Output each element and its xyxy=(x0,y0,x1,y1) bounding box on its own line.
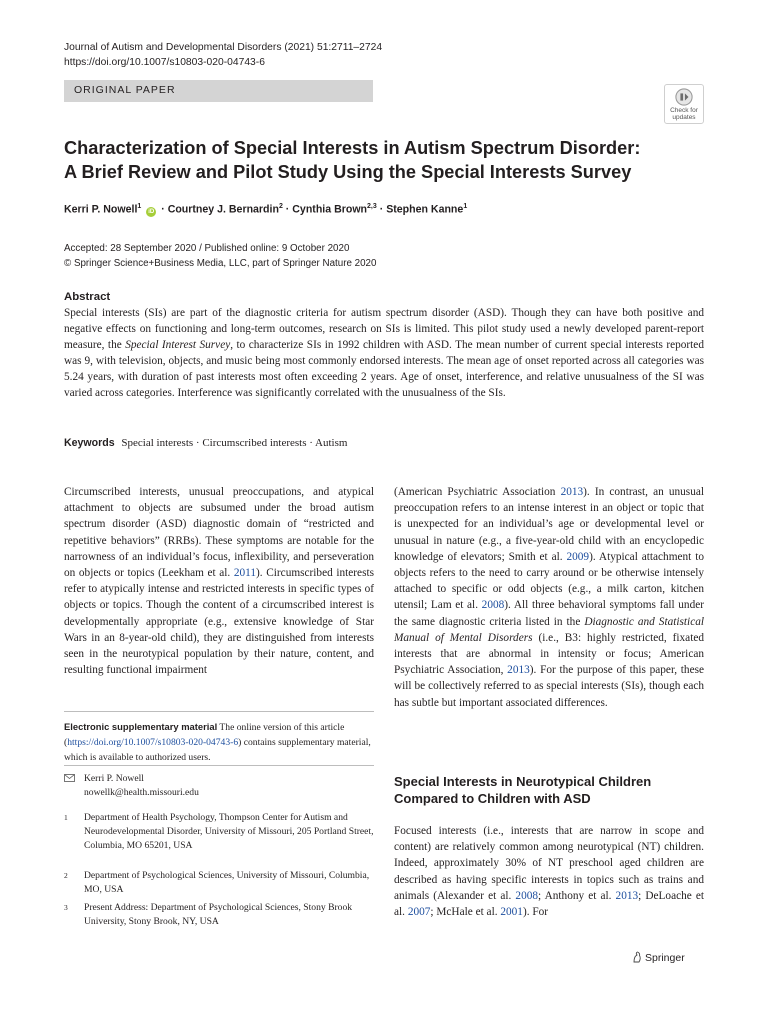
citation-link[interactable]: 2011 xyxy=(233,567,257,580)
section-paragraph xyxy=(394,823,704,920)
abstract-italic: Special Interest Survey xyxy=(125,339,231,352)
corresponding-author: Kerri P. Nowell xyxy=(84,773,144,784)
correspondence-note xyxy=(64,772,374,800)
paper-type-banner: ORIGINAL PAPER xyxy=(64,80,373,102)
citation-link[interactable]: 2013 xyxy=(507,664,530,677)
body-text: ; DeLoache et al. xyxy=(394,889,705,919)
body-text: ). For xyxy=(522,906,549,919)
affiliation-text: Department of Psychological Sciences, University of Missouri, Columbia, MO, USA xyxy=(84,870,370,895)
author-separator: · xyxy=(282,203,293,216)
body-right-column xyxy=(394,484,704,711)
correspondence-divider xyxy=(64,765,374,766)
keywords xyxy=(64,437,347,449)
publisher-name: Springer xyxy=(645,952,685,964)
affiliation-2 xyxy=(64,869,374,897)
body-text: (American Psychiatric Association xyxy=(394,486,561,498)
author-2-affil: 2 xyxy=(278,203,283,210)
author-3-affil: 2,3 xyxy=(367,203,377,210)
publisher-logo xyxy=(632,951,685,964)
author-separator: · xyxy=(376,203,387,216)
citation-link[interactable]: 2013 xyxy=(615,889,639,902)
title-line-1: Characterization of Special Interests in Autism Spectrum Disorder: xyxy=(64,138,641,158)
journal-header xyxy=(64,40,382,70)
keywords-list: Special interests · Circumscribed interests · Autism xyxy=(121,437,348,449)
author-4-affil: 1 xyxy=(463,203,468,210)
affiliation-text: Present Address: Department of Psychological Sciences, Stony Brook University, Stony Brook, NY, USA xyxy=(84,902,353,927)
title-line-2: A Brief Review and Pilot Study Using the Special Interests Survey xyxy=(64,162,632,182)
author-list xyxy=(64,203,467,217)
corresponding-email[interactable]: nowellk@health.missouri.edu xyxy=(84,787,199,798)
affiliation-text: Department of Health Psychology, Thompson Center for Autism and Neurodevelopmental Disorder, University of Missouri, 205 Portland Street, Columbia, MO 65201, USA xyxy=(84,812,374,851)
body-text: ). In contrast, an unusual preoccupation refers to an intense interest in an object or topic that is unexpected for an individual’s age or developmental level or unusual in nature (e.g., a five-year-old child with an encyclopedic knowledge of elevators; Smith et al. xyxy=(394,486,705,563)
author-separator: · xyxy=(158,203,168,216)
abstract-heading: Abstract xyxy=(64,291,111,303)
keywords-label: Keywords xyxy=(64,437,115,449)
body-text: ; McHale et al. xyxy=(430,906,501,919)
author-3[interactable]: Cynthia Brown xyxy=(292,203,368,216)
electronic-supplementary-note xyxy=(64,719,374,765)
section-heading: Special Interests in Neurotypical Children Compared to Children with ASD xyxy=(394,774,652,806)
publication-dates xyxy=(64,241,376,271)
citation-link[interactable]: 2007 xyxy=(407,906,431,919)
body-text: ). All three behavioral symptoms fall under the same diagnostic criteria listed in the xyxy=(394,599,704,628)
badge-text-2: updates xyxy=(672,114,696,121)
body-left-column xyxy=(64,484,374,678)
citation-link[interactable]: 2008 xyxy=(515,889,539,902)
body-text: (i.e., B3: highly restricted, fixated interests that are abnormal in intensity or focus; American Psychiatric Association, xyxy=(394,631,704,677)
citation-link[interactable]: 2001 xyxy=(500,906,523,919)
mail-icon xyxy=(64,774,75,782)
body-text: Focused interests (i.e., interests that are narrow in scope and content) are relatively common among neurotypical (NT) children. Indeed, approximately 30% of NT preschool aged children are described as having specific interests in topics such as trains and animals (Alexander et al. xyxy=(394,825,704,902)
springer-horse-icon xyxy=(632,951,642,963)
esm-text: The online version of this article ( xyxy=(64,722,345,748)
affiliation-3 xyxy=(64,901,374,929)
author-1-affil: 1 xyxy=(137,203,142,210)
body-text: ; Anthony et al. xyxy=(538,889,616,902)
badge-text-1: Check for xyxy=(670,107,698,114)
affiliation-marker: 2 xyxy=(64,871,68,880)
affiliation-marker: 3 xyxy=(64,903,68,912)
citation-link[interactable]: 2009 xyxy=(566,550,590,563)
journal-citation: Journal of Autism and Developmental Disorders (2021) 51:2711–2724 xyxy=(64,42,383,53)
author-1[interactable]: Kerri P. Nowell xyxy=(64,203,138,216)
affiliation-marker: 1 xyxy=(64,813,68,822)
body-text: ). Atypical attachment to objects refers to the need to carry around or be otherwise intensely attached to specific or odd objects (e.g., a milk carton, kitchen utensil; Lam et al. xyxy=(394,550,704,612)
author-2[interactable]: Courtney J. Bernardin xyxy=(167,203,279,216)
body-text: Circumscribed interests, unusual preoccupations, and atypical attachment to objects are subsumed under the broad autism spectrum disorder (ASD) diagnostic domain of “restricted and repetitive behaviors” (RRBs). These symptoms are notable for the narrowness of an individual’s focus, inflexibility, and perseveration on objects or topics (Leekham et al. xyxy=(64,486,374,580)
doi-link[interactable]: https://doi.org/10.1007/s10803-020-04743-6 xyxy=(64,57,265,68)
esm-divider xyxy=(64,711,374,712)
abstract-text xyxy=(64,305,704,402)
copyright: © Springer Science+Business Media, LLC, part of Springer Nature 2020 xyxy=(64,258,377,269)
abstract-part-2: , to characterize SIs in 1992 children with ASD. The mean number of current special interests reported was 9, with television, objects, and music being most commonly endorsed interests. The mean age of onset reported across all categories was 5.24 years, with duration of past interests most often exceeding 2 years. Age of onset, interference, and relative unusualness of the SI was varied across categories. Interference was significantly correlated with the unusualness of the SIs. xyxy=(64,339,704,400)
citation-link[interactable]: 2013 xyxy=(560,486,584,498)
body-text: ). Circumscribed interests refer to atypically intense and restricted interests in specific types of objects or topics. Though the content of a circumscribed interest is developmentally appropriate (e.g., extensive knowledge of Star Wars in an 8-year-old child), they are distinguished from interests seen in the neurotypical population by their nature, content, and resulting functional impairment xyxy=(64,567,374,677)
body-italic: Diagnostic and Statistical Manual of Mental Disorders xyxy=(394,615,704,644)
accepted-published: Accepted: 28 September 2020 / Published online: 9 October 2020 xyxy=(64,243,350,254)
affiliation-1 xyxy=(64,811,374,853)
check-for-updates-badge[interactable] xyxy=(664,84,704,124)
paper-title xyxy=(64,136,704,184)
esm-label: Electronic supplementary material xyxy=(64,721,218,732)
author-4[interactable]: Stephen Kanne xyxy=(386,203,464,216)
citation-link[interactable]: 2008 xyxy=(481,599,505,612)
check-updates-icon xyxy=(675,88,693,106)
esm-text: ) contains supplementary material, which is available to authorized users. xyxy=(64,737,371,763)
body-text: ). For the purpose of this paper, these will be collectively referred to as special interests (SIs), though each has subtle but important associated differences. xyxy=(394,664,704,709)
orcid-icon[interactable]: iD xyxy=(148,208,155,215)
esm-link[interactable]: https://doi.org/10.1007/s10803-020-04743-6 xyxy=(67,737,239,748)
abstract-part-1: Special interests (SIs) are part of the diagnostic criteria for autism spectrum disorder (ASD). Though they can have both positive and negative effects on functioning and long-term outcomes, research on SIs is limited. This pilot study used a newly developed parent-report measure, the xyxy=(64,307,704,352)
